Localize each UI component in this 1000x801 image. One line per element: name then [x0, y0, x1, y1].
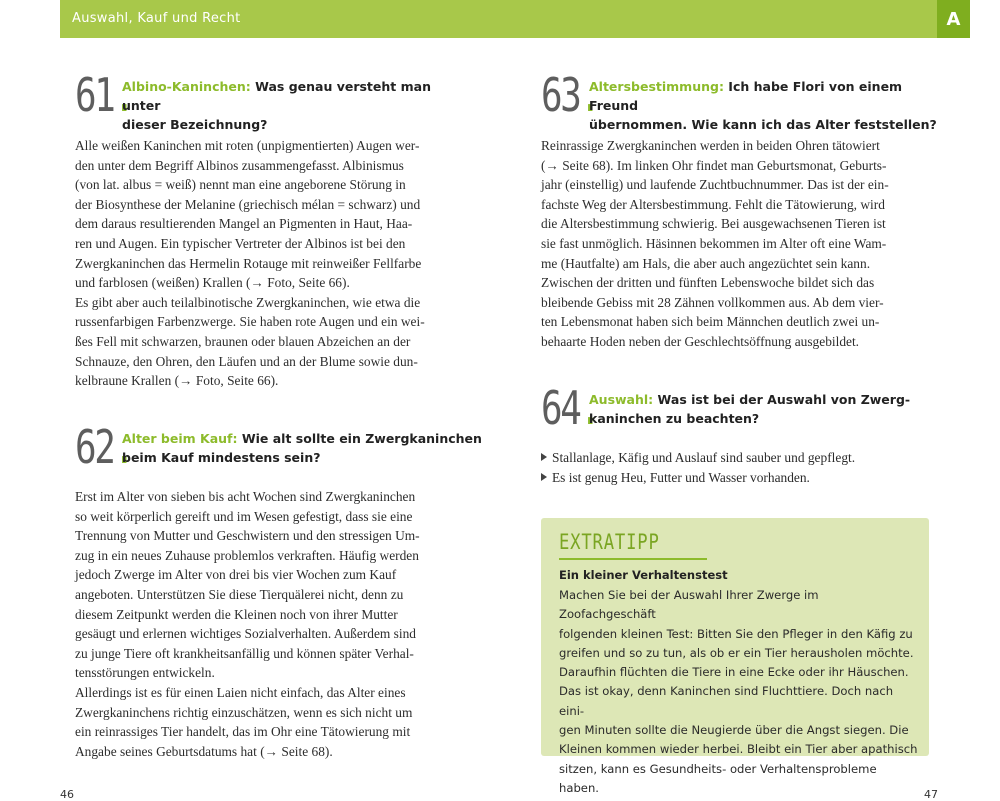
tip-line: gen Minuten sollte die Neugierde über die Angst siegen. Die	[559, 723, 909, 738]
answer-line: ren und Augen. Ein typischer Vertreter der Albinos ist bei den	[75, 235, 406, 251]
extratipp-divider	[559, 558, 707, 560]
answer-line: tensstörungen entwickeln.	[75, 665, 215, 681]
answer-line: Erst im Alter von sieben bis acht Wochen sind Zwergkaninchen	[75, 489, 416, 504]
answer-line: kelbraune Krallen (→ Foto, Seite 66).	[75, 373, 279, 389]
answer-line: sie fast unmöglich. Häsinnen bekommen im Alter oft eine Wam-	[541, 235, 887, 251]
extratipp-box	[541, 518, 929, 795]
tip-line: Kleinen kommen wieder herbei. Bleibt ein Tier aber apathisch	[559, 742, 918, 757]
tip-line: greifen und so zu tun, als ob er ein Tier herausholen möchte.	[559, 645, 914, 660]
tip-line: Daraufhin flüchten die Tiere in eine Ecke oder ihr Häuschen.	[559, 665, 909, 680]
answer-62	[75, 487, 475, 761]
answer-line: Schnauze, den Ohren, den Läufen und an der Blume sowie dun-	[75, 353, 418, 369]
answer-line: Zwergkaninchens richtig einzuschätzen, wenn es sich nicht um	[75, 704, 413, 720]
question-line-1: Was ist bei der Auswahl von Zwerg-	[657, 392, 911, 407]
tip-line: sitzen, kann es Gesundheits- oder Verhaltensprobleme haben.	[559, 761, 877, 795]
answer-61	[75, 136, 475, 391]
question-number: 63.	[541, 68, 599, 122]
answer-line: Es gibt aber auch teilalbinotische Zwergkaninchen, wie etwa die	[75, 294, 421, 310]
answer-line: jedoch Zwerge im Alter von drei bis vier Wochen zum Kauf	[75, 567, 397, 583]
tip-line: Das ist okay, denn Kaninchen sind Fluchttiere. Doch nach eini-	[559, 684, 894, 718]
bullet-item	[541, 448, 855, 468]
question-number: 62.	[75, 420, 133, 474]
answer-line: und farblosen (weißen) Krallen (→ Foto, Seite 66).	[75, 275, 350, 291]
question-heading	[589, 390, 929, 428]
answer-line: Allerdings ist es für einen Laien nicht einfach, das Alter eines	[75, 684, 406, 700]
bullet-text: Stallanlage, Käfig und Auslauf sind sauber und gepflegt.	[552, 450, 856, 465]
bullet-triangle-icon	[541, 453, 547, 461]
extratipp-title: Ein kleiner Verhaltenstest	[559, 568, 728, 582]
tip-line: folgenden kleinen Test: Bitten Sie den Pfleger in den Käfig zu	[559, 626, 913, 641]
extratipp-text	[559, 586, 919, 798]
question-topic: Altersbestimmung:	[589, 79, 724, 94]
question-number: 64.	[541, 381, 599, 435]
answer-line: den unter dem Begriff Albinos zusammengefasst. Albinismus	[75, 157, 404, 173]
question-topic: Auswahl:	[589, 392, 654, 407]
answer-line: ßes Fell mit schwarzen, braunen oder blauen Abzeichen an der	[75, 333, 411, 349]
page-number-right: 47	[924, 788, 938, 801]
question-heading	[122, 429, 482, 467]
tip-line: Machen Sie bei der Auswahl Ihrer Zwerge im Zoofachgeschäft	[559, 588, 819, 622]
answer-line: fachste Weg der Altersbestimmung. Fehlt die Tätowierung, wird	[541, 196, 885, 212]
bullet-text: Es ist genug Heu, Futter und Wasser vorhanden.	[552, 470, 810, 485]
answer-line: angeboten. Unterstützen Sie diese Tierquälerei nicht, denn zu	[75, 586, 404, 602]
question-heading	[589, 77, 949, 134]
answer-line: gesäugt und erlernen wichtiges Sozialverhalten. Außerdem sind	[75, 626, 416, 642]
answer-line: diesem Zeitpunkt werden die Kleinen noch von ihrer Mutter	[75, 606, 398, 622]
answer-line: dem daraus resultierenden Mangel an Pigmenten in Haut, Haa-	[75, 216, 413, 232]
answer-line: russenfarbigen Farbenzwerge. Sie haben rote Augen und ein wei-	[75, 314, 425, 330]
question-line-2: beim Kauf mindestens sein?	[122, 450, 321, 465]
section-tab: A	[937, 0, 970, 38]
answer-line: Angabe seines Geburtsdatums hat (→ Seite 68).	[75, 743, 333, 759]
answer-line: me (Hautfalte) am Hals, die aber auch angezüchtet sein kann.	[541, 255, 871, 271]
answer-line: die Altersbestimmung schwierig. Bei ausgewachsenen Tieren ist	[541, 216, 886, 232]
question-line-1: Ich habe Flori von einem Freund	[589, 79, 903, 113]
answer-line: zug in ein neues Zuhause problemlos verkraften. Häufig werden	[75, 547, 419, 563]
answer-line: behaarte Hoden neben der Geschlechtsöffnung ausgebildet.	[541, 333, 860, 349]
answer-line: Reinrassige Zwergkaninchen werden in beiden Ohren tätowiert	[541, 138, 880, 153]
answer-line: (→ Seite 68). Im linken Ohr findet man Geburtsmonat, Geburts-	[541, 157, 887, 173]
answer-line: Alle weißen Kaninchen mit roten (unpigmentierten) Augen wer-	[75, 138, 420, 153]
question-topic: Albino-Kaninchen:	[122, 79, 251, 94]
bullet-item	[541, 468, 810, 488]
page-number-left: 46	[60, 788, 74, 801]
answer-line: zu junge Tiere oft krankheitsanfällig und können später Verhal-	[75, 645, 414, 661]
answer-line: bleibende Gebiss mit 28 Zähnen vollkommen aus. Ab dem vier-	[541, 294, 884, 310]
answer-line: Zwergkaninchen das Hermelin Rotauge mit reinweißer Fellfarbe	[75, 255, 422, 271]
running-header: Auswahl, Kauf und Recht	[72, 11, 241, 26]
answer-line: Trennung von Mutter und Geschwistern und den stressigen Um-	[75, 528, 420, 544]
question-heading	[122, 77, 462, 134]
question-line-2: kaninchen zu beachten?	[589, 411, 760, 426]
question-line-2: dieser Bezeichnung?	[122, 117, 268, 132]
answer-line: der Biosynthese der Melanine (griechisch mélan = schwarz) und	[75, 196, 421, 212]
question-line-2: übernommen. Wie kann ich das Alter feststellen?	[589, 117, 937, 132]
answer-line: Zwischen der dritten und fünften Lebenswoche bildet sich das	[541, 275, 875, 291]
answer-line: ten Lebensmonat haben sich beim Männchen deutlich zwei un-	[541, 314, 880, 330]
question-topic: Alter beim Kauf:	[122, 431, 238, 446]
answer-line: jahr (einstellig) und laufende Zuchtbuchnummer. Das ist der ein-	[541, 177, 889, 193]
bullet-triangle-icon	[541, 473, 547, 481]
question-number: 61.	[75, 68, 133, 122]
answer-line: ein reinrassiges Tier handelt, das im Ohr eine Tätowierung mit	[75, 724, 411, 740]
extratipp-heading: EXTRATIPP	[559, 530, 660, 554]
answer-line: so weit körperlich gereift und im Wesen gefestigt, dass sie eine	[75, 508, 413, 524]
question-line-1: Wie alt sollte ein Zwergkaninchen	[241, 431, 482, 446]
question-line-1: Was genau versteht man unter	[122, 79, 431, 113]
answer-line: (von lat. albus = weiß) nennt man eine angeborene Störung in	[75, 177, 406, 193]
answer-63	[541, 136, 941, 352]
